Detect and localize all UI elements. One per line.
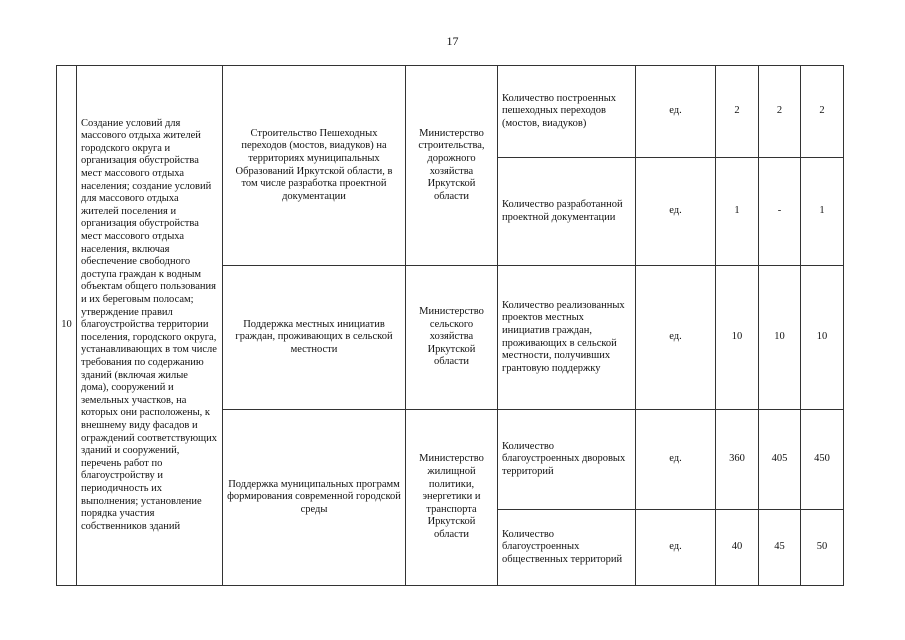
unit-cell	[636, 266, 716, 410]
value-text: 10	[731, 331, 743, 343]
value-text: 360	[729, 453, 745, 465]
unit-text: ед.	[669, 541, 682, 553]
value-text: 2	[819, 105, 825, 117]
value-cell-2	[759, 410, 801, 510]
value-cell-3	[801, 66, 844, 158]
ministry-text: Министерство жилищной политики, энергетики и транспорта Иркутской области	[419, 453, 484, 540]
event-cell	[223, 66, 406, 266]
value-text: -	[777, 205, 782, 217]
indicator-cell	[498, 410, 636, 510]
value-cell-1	[716, 266, 759, 410]
unit-cell	[636, 66, 716, 158]
value-cell-1	[716, 158, 759, 266]
goal-text: Создание условий для массового отдыха жителей городского округа и организация обустройства мест массового отдыха населения; создание условий для массового отдыха жителей поселения и организация обустройства мест массового отдыха населения, включая обеспечение свободного доступа граждан к водным объектам общего пользования и их береговым полосам; утверждение правил благоустройства территории поселения, городского округа, устанавливающих в том числе требования по содержанию зданий (включая жилые дома), сооружений и земельных участков, на которых они расположены, к внешнему виду фасадов и ограждений соответствующих зданий и сооружений, перечень работ по благоустройству и периодичность их выполнения; установление порядка участия собственников зданий	[81, 117, 217, 532]
event-cell	[223, 410, 406, 586]
value-text: 10	[774, 331, 785, 343]
ministry-cell	[406, 410, 498, 586]
unit-text: ед.	[669, 105, 682, 117]
value-cell-2	[759, 66, 801, 158]
table-row	[57, 66, 844, 158]
ministry-cell	[406, 66, 498, 266]
value-cell-3	[801, 510, 844, 586]
unit-text: ед.	[669, 331, 682, 343]
indicator-text: Количество благоустроенных дворовых территорий	[502, 440, 626, 477]
unit-cell	[636, 158, 716, 266]
value-cell-1	[716, 410, 759, 510]
value-text: 2	[776, 105, 783, 117]
ministry-text: Министерство строительства, дорожного хозяйства Иркутской области	[418, 127, 485, 202]
indicator-cell	[498, 66, 636, 158]
value-text: 2	[734, 105, 740, 117]
ministry-text: Министерство сельского хозяйства Иркутской области	[419, 306, 484, 368]
value-text: 50	[816, 541, 828, 553]
event-text: Поддержка местных инициатив граждан, проживающих в сельской местности	[235, 318, 393, 355]
value-cell-2	[759, 510, 801, 586]
value-cell-3	[801, 410, 844, 510]
page-number: 17	[446, 34, 459, 48]
value-text: 40	[731, 541, 743, 553]
row-number-cell	[57, 66, 77, 586]
unit-cell	[636, 510, 716, 586]
value-cell-1	[716, 66, 759, 158]
unit-cell	[636, 410, 716, 510]
value-cell-2	[759, 266, 801, 410]
program-table	[56, 65, 844, 586]
value-text: 45	[774, 541, 785, 553]
goal-cell	[77, 66, 223, 586]
value-cell-2	[759, 158, 801, 266]
event-text: Строительство Пешеходных переходов (мостов, виадуков) на территориях муниципальных Образований Иркутской области, в том числе разработка проектной документации	[235, 127, 393, 202]
event-text: Поддержка муниципальных программ формирования современной городской среды	[227, 478, 401, 515]
event-cell	[223, 266, 406, 410]
row-number: 10	[61, 319, 72, 331]
value-text: 405	[771, 453, 788, 465]
indicator-cell	[498, 266, 636, 410]
indicator-text: Количество реализованных проектов местных инициатив граждан, проживающих в сельской местности, получивших грантовую поддержку	[502, 299, 625, 374]
value-text: 450	[814, 453, 830, 465]
unit-text: ед.	[669, 205, 682, 217]
indicator-text: Количество разработанной проектной документации	[502, 198, 623, 223]
indicator-cell	[498, 158, 636, 266]
value-text: 1	[819, 205, 825, 217]
value-text: 1	[734, 205, 740, 217]
value-text: 10	[816, 331, 828, 343]
indicator-text: Количество построенных пешеходных переходов (мостов, виадуков)	[502, 92, 617, 129]
value-cell-3	[801, 158, 844, 266]
unit-text: ед.	[669, 453, 682, 465]
value-cell-3	[801, 266, 844, 410]
indicator-cell	[498, 510, 636, 586]
value-cell-1	[716, 510, 759, 586]
indicator-text: Количество благоустроенных общественных территорий	[502, 528, 623, 565]
ministry-cell	[406, 266, 498, 410]
